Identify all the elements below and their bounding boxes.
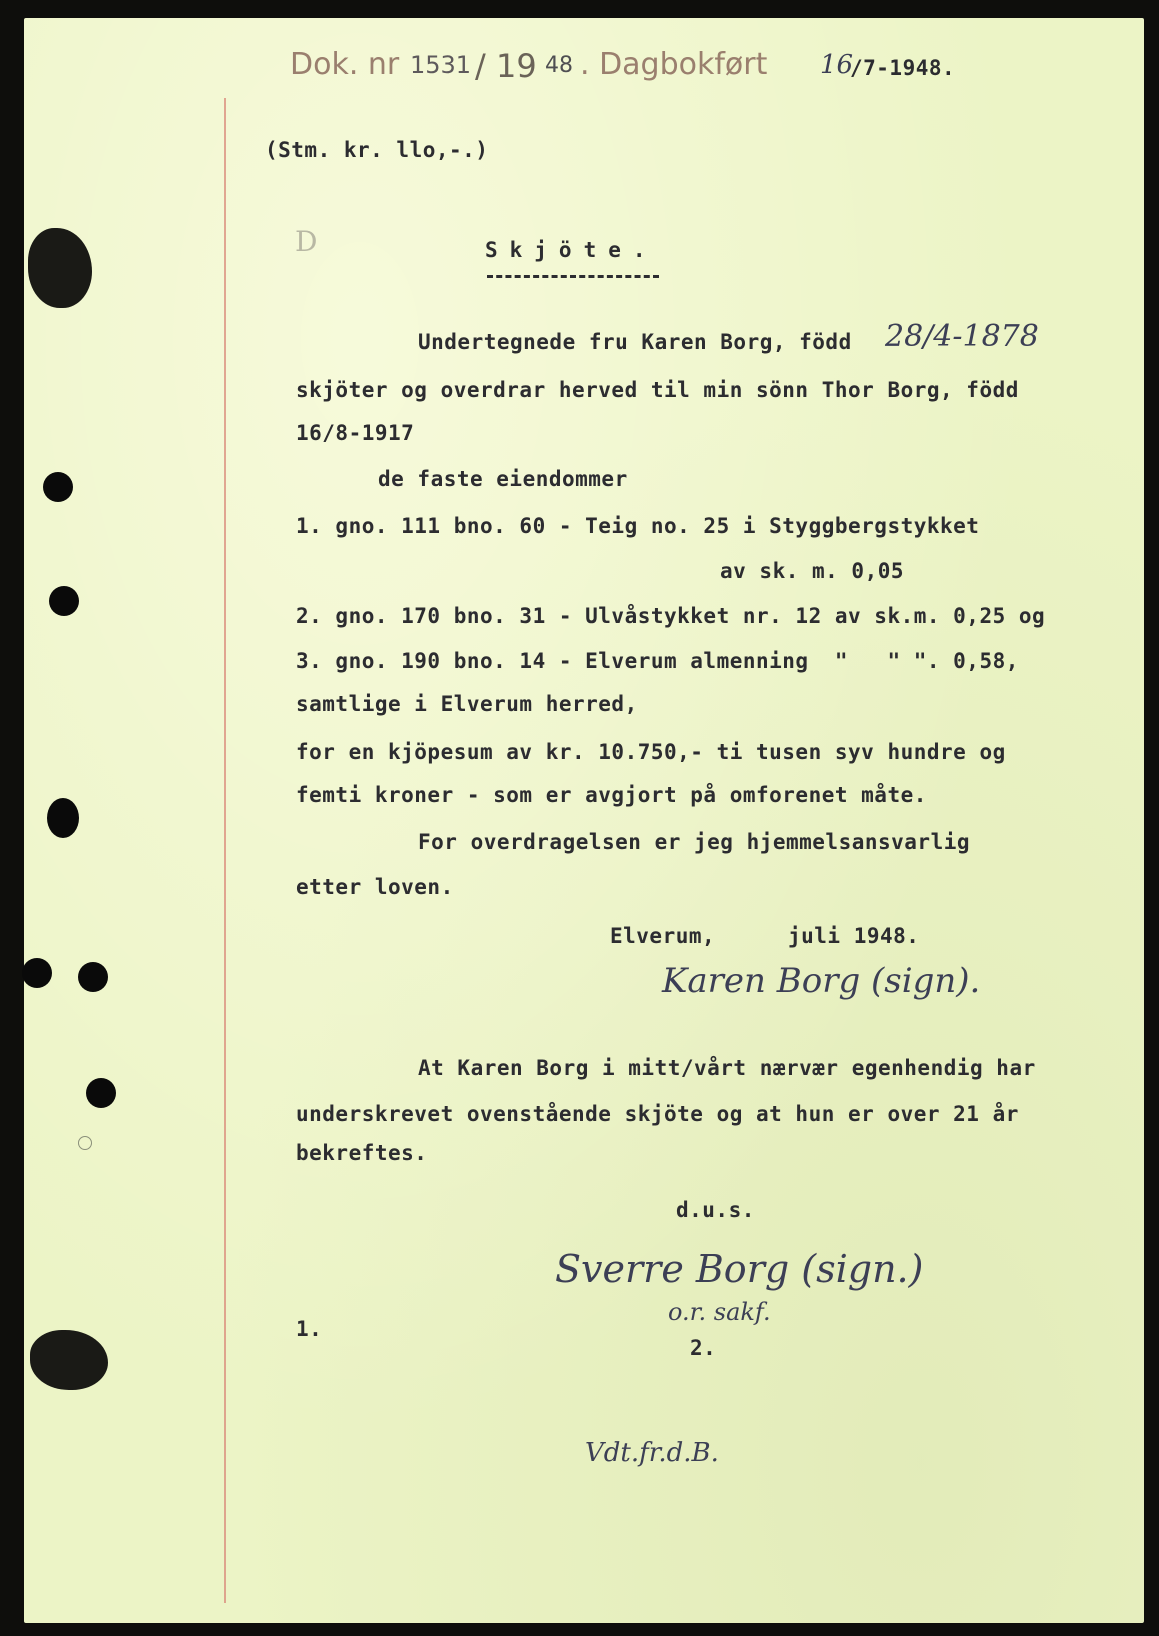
birth-date-handwritten: 28/4-1878 (885, 319, 1039, 354)
body-line-2: skjöter og overdrar herved til min sönn Thor Borg, född (296, 378, 1019, 402)
doc-number: 1531 (410, 51, 472, 79)
margin-rule (224, 98, 226, 1603)
property-item-1-cont: av sk. m. 0,05 (720, 559, 905, 583)
witness-line-1: At Karen Borg i mitt/vårt nærvær egenhendig har (418, 1056, 1036, 1080)
body-line-8: For overdragelsen er jeg hjemmelsansvarlig (418, 830, 971, 854)
punch-hole (47, 798, 79, 838)
property-item-2: 2. gno. 170 bno. 31 - Ulvåstykket nr. 12 av sk.m. 0,25 og (296, 604, 1046, 628)
title-underline (487, 275, 659, 278)
punch-hole (22, 958, 52, 988)
witness-line-3: bekreftes. (296, 1141, 428, 1165)
faint-mark: D (295, 225, 318, 258)
stamp-prefix: Dok. nr (290, 47, 400, 82)
body-line-4: de faste eiendommer (378, 467, 628, 491)
body-line-1: Undertegnede fru Karen Borg, född (418, 330, 852, 354)
body-line-3: 16/8-1917 (296, 421, 415, 445)
small-hole (78, 1136, 92, 1150)
place: Elverum, (610, 924, 716, 948)
signing-date: juli 1948. (788, 924, 920, 948)
bottom-initials: Vdt.fr.d.B. (585, 1438, 719, 1468)
property-item-3: 3. gno. 190 bno. 14 - Elverum almenning " " ". 0,58, (296, 649, 1019, 673)
body-line-9: etter loven. (296, 875, 454, 899)
signature-karen-borg: Karen Borg (sign). (662, 961, 981, 1001)
signature-sverre-borg: Sverre Borg (sign.) (555, 1247, 924, 1291)
punch-hole (49, 586, 79, 616)
body-line-6: for en kjöpesum av kr. 10.750,- ti tusen syv hundre og (296, 740, 1006, 764)
punch-hole (86, 1078, 116, 1108)
punch-hole (43, 472, 73, 502)
stamp-slash: / 19 (475, 47, 537, 85)
stm-line: (Stm. kr. llo,-.) (265, 138, 489, 162)
dus: d.u.s. (676, 1198, 755, 1222)
property-item-1: 1. gno. 111 bno. 60 - Teig no. 25 i Styggbergstykket (296, 514, 980, 538)
date-typed: /7-1948. (850, 56, 956, 80)
stamp-dagbok: . Dagbokført (580, 47, 768, 82)
witness-line-2: underskrevet ovenstående skjöte og at hun er over 21 år (296, 1102, 1019, 1126)
year-suffix: 48 (545, 53, 573, 78)
date-handwritten: 16 (820, 50, 854, 80)
punch-hole (78, 962, 108, 992)
body-line-7: femti kroner - som er avgjort på omforenet måte. (296, 783, 927, 807)
body-line-5: samtlige i Elverum herred, (296, 692, 638, 716)
document-title: Skjöte. (485, 238, 658, 262)
number-2: 2. (690, 1336, 717, 1360)
signature-2-title: o.r. sakf. (668, 1298, 771, 1326)
number-1: 1. (296, 1317, 323, 1341)
